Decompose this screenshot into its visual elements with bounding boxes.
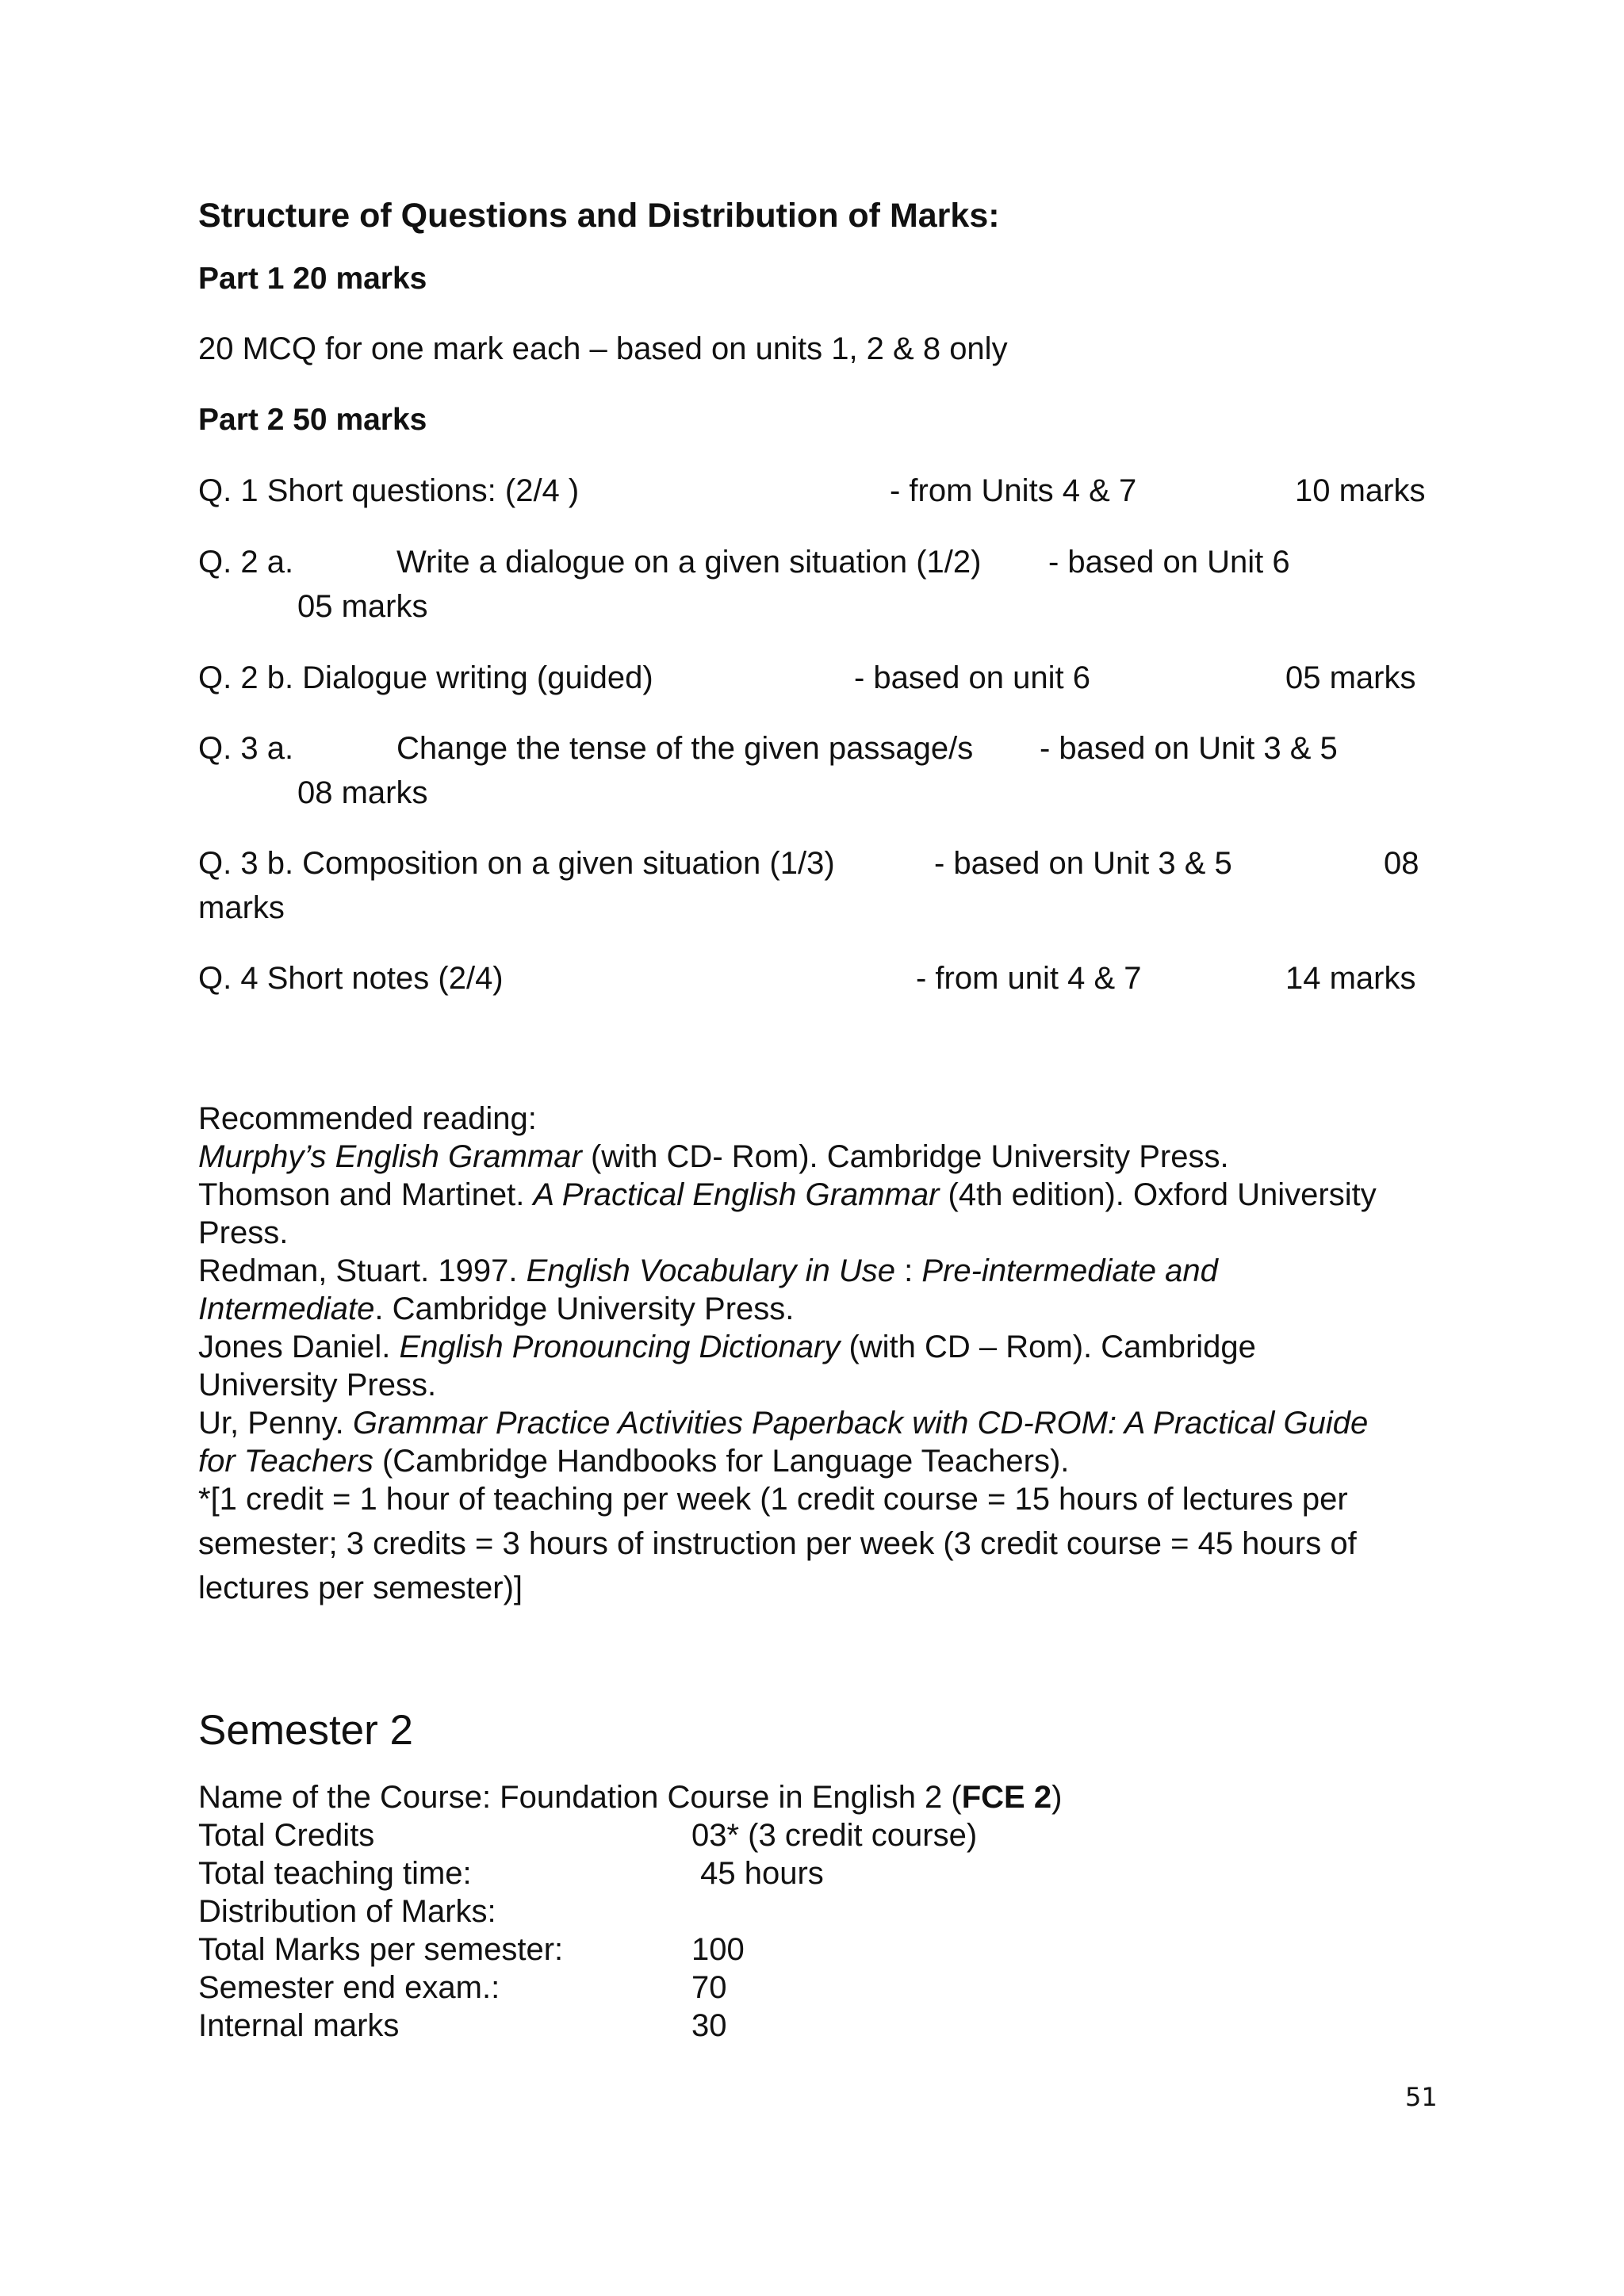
- part1-text: 20 MCQ for one mark each – based on units 1, 2 & 8 only: [198, 331, 1008, 366]
- reading-item-cont: Intermediate. Cambridge University Press.: [198, 1292, 795, 1326]
- detail-value: 70: [691, 1970, 727, 2005]
- question-marks: 14 marks: [1285, 961, 1416, 996]
- part1-heading: Part 1 20 marks: [198, 262, 427, 296]
- book-title: English Pronouncing Dictionary: [399, 1330, 841, 1364]
- detail-label: Distribution of Marks:: [198, 1894, 496, 1929]
- reading-item: Redman, Stuart. 1997. English Vocabulary in Use : Pre-intermediate and: [198, 1253, 1218, 1288]
- question-source: - from Units 4 & 7: [890, 473, 1137, 508]
- detail-label: Internal marks: [198, 2008, 400, 2043]
- structure-heading: Structure of Questions and Distribution of Marks:: [198, 197, 1000, 235]
- detail-label: Total Marks per semester:: [198, 1932, 564, 1967]
- reading-heading: Recommended reading:: [198, 1101, 537, 1136]
- page-number: 51: [1405, 2082, 1438, 2112]
- question-text: Write a dialogue on a given situation (1/2): [396, 545, 982, 580]
- part2-heading: Part 2 50 marks: [198, 403, 427, 437]
- detail-label: Total teaching time:: [198, 1856, 472, 1891]
- book-title: A Practical English Grammar: [533, 1177, 940, 1212]
- book-title: Grammar Practice Activities Paperback with CD-ROM: A Practical Guide: [352, 1406, 1369, 1441]
- credit-note: *[1 credit = 1 hour of teaching per week (1 credit course = 15 hours of lectures per: [198, 1482, 1348, 1517]
- question-marks: 08 marks: [297, 775, 428, 810]
- question-source: - based on Unit 6: [1048, 545, 1290, 580]
- detail-value: 03* (3 credit course): [691, 1818, 978, 1853]
- question-marks: 08: [1384, 846, 1419, 881]
- question-label: Q. 3 a.: [198, 731, 294, 766]
- question-label: Q. 4 Short notes (2/4): [198, 961, 504, 996]
- reading-item: Murphy’s English Grammar (with CD- Rom). Cambridge University Press.: [198, 1139, 1229, 1174]
- reading-item: Jones Daniel. English Pronouncing Dictionary (with CD – Rom). Cambridge: [198, 1330, 1256, 1364]
- question-source: - based on Unit 3 & 5: [1040, 731, 1338, 766]
- reading-item: Thomson and Martinet. A Practical English Grammar (4th edition). Oxford University: [198, 1177, 1377, 1212]
- detail-value: 45 hours: [691, 1856, 824, 1891]
- book-title: Murphy’s English Grammar: [198, 1139, 582, 1174]
- question-marks-word: marks: [198, 890, 285, 925]
- question-marks: 05 marks: [1285, 660, 1416, 695]
- course-name: Name of the Course: Foundation Course in English 2 (FCE 2): [198, 1780, 1063, 1815]
- question-marks: 10 marks: [1295, 473, 1426, 508]
- semester-heading: Semester 2: [198, 1707, 414, 1754]
- question-marks: 05 marks: [297, 589, 428, 624]
- question-text: Change the tense of the given passage/s: [396, 731, 974, 766]
- question-label: Q. 2 b. Dialogue writing (guided): [198, 660, 653, 695]
- credit-note: semester; 3 credits = 3 hours of instruction per week (3 credit course = 45 hours of: [198, 1526, 1357, 1561]
- question-label: Q. 3 b. Composition on a given situation (1/3): [198, 846, 835, 881]
- question-source: - based on unit 6: [854, 660, 1090, 695]
- course-code: FCE 2: [961, 1780, 1052, 1815]
- reading-item-cont: for Teachers (Cambridge Handbooks for Language Teachers).: [198, 1444, 1070, 1479]
- question-source: - based on Unit 3 & 5: [934, 846, 1232, 881]
- detail-value: 100: [691, 1932, 745, 1967]
- reading-item-cont: Press.: [198, 1215, 289, 1250]
- detail-value: 30: [691, 2008, 727, 2043]
- question-label: Q. 2 a.: [198, 545, 294, 580]
- question-label: Q. 1 Short questions: (2/4 ): [198, 473, 580, 508]
- question-source: - from unit 4 & 7: [916, 961, 1142, 996]
- book-title: English Vocabulary in Use: [526, 1253, 896, 1288]
- reading-item: Ur, Penny. Grammar Practice Activities Paperback with CD-ROM: A Practical Guide: [198, 1406, 1369, 1441]
- reading-item-cont: University Press.: [198, 1368, 437, 1402]
- detail-label: Semester end exam.:: [198, 1970, 500, 2005]
- credit-note: lectures per semester)]: [198, 1571, 523, 1605]
- detail-label: Total Credits: [198, 1818, 375, 1853]
